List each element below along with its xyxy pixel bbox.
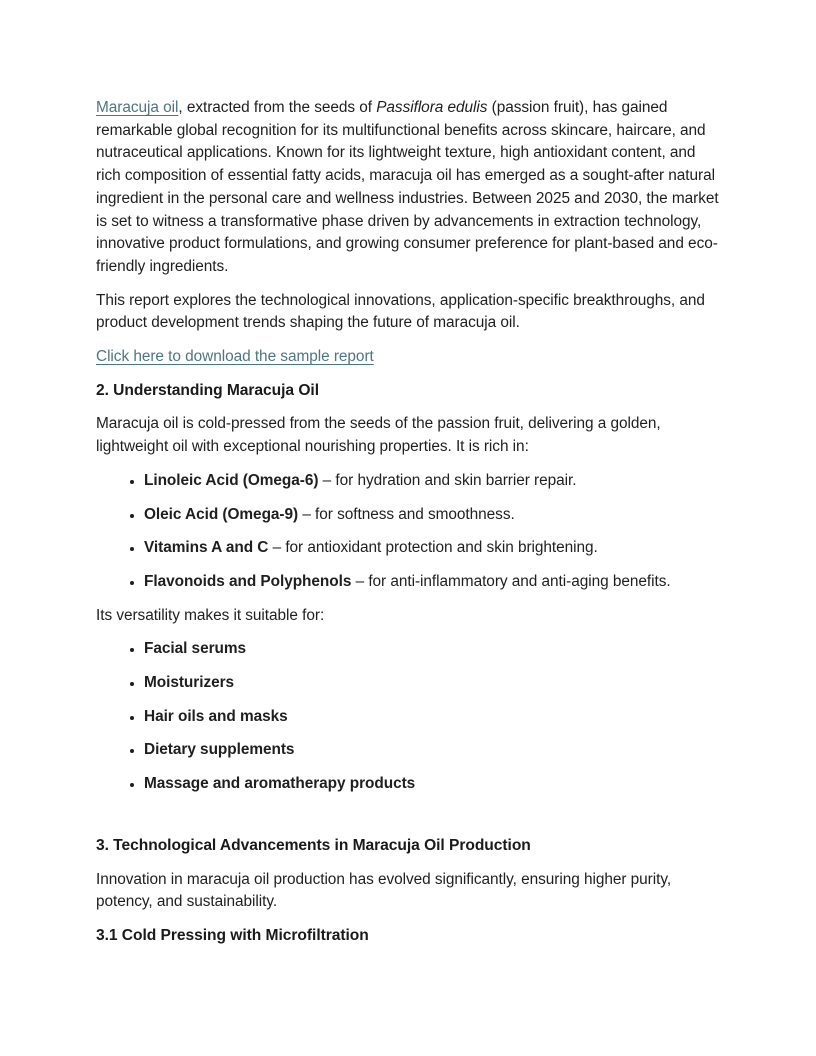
application-name: Dietary supplements <box>144 741 295 759</box>
application-name: Facial serums <box>144 640 247 658</box>
list-item <box>144 672 720 695</box>
list-item <box>144 706 720 729</box>
download-link-paragraph <box>96 346 720 369</box>
maracuja-oil-link[interactable]: Maracuja oil <box>96 99 179 116</box>
intro-rest: (passion fruit), has gained remarkable global recognition for its multifunctional benefits across skincare, haircare, and nutraceutical applications. Known for its lightweight texture, high antioxidant content, and rich composition of essential fatty acids, maracuja oil has emerged as a sought-after natural ingredient in the personal care and wellness industries. Between 2025 and 2030, the market is set to witness a transformative phase driven by advancements in extraction technology, innovative product formulations, and growing consumer preference for plant-based and eco-friendly ingredients. <box>96 99 719 275</box>
component-name: Flavonoids and Polyphenols <box>144 572 352 590</box>
list-item <box>144 571 720 594</box>
oil-components-list <box>96 470 720 594</box>
sample-report-download-link[interactable]: Click here to download the sample report <box>96 348 374 366</box>
intro-after-link: , extracted from the seeds of <box>178 99 377 116</box>
application-name: Massage and aromatherapy products <box>144 775 416 793</box>
component-description: – for softness and smoothness. <box>298 505 515 523</box>
section-2-heading: 2. Understanding Maracuja Oil <box>96 381 319 399</box>
versatility-intro-paragraph: Its versatility makes it suitable for: <box>96 606 325 624</box>
component-description: – for hydration and skin barrier repair. <box>318 471 577 489</box>
list-item <box>144 537 720 560</box>
section-3-1-heading: 3.1 Cold Pressing with Microfiltration <box>96 926 369 944</box>
section-3-intro-paragraph: Innovation in maracuja oil production has evolved significantly, ensuring higher purity, potency, and sustainability. <box>96 870 672 911</box>
component-description: – for antioxidant protection and skin brightening. <box>268 539 598 557</box>
list-item <box>144 739 720 762</box>
application-name: Moisturizers <box>144 674 235 692</box>
applications-list <box>96 638 720 796</box>
section-2-intro-paragraph: Maracuja oil is cold-pressed from the seeds of the passion fruit, delivering a golden, lightweight oil with exceptional nourishing properties. It is rich in: <box>96 415 661 456</box>
component-description: – for anti-inflammatory and anti-aging benefits. <box>351 572 671 590</box>
report-scope-paragraph: This report explores the technological innovations, application-specific breakthroughs, and product development trends shaping the future of maracuja oil. <box>96 291 705 332</box>
list-item <box>144 638 720 661</box>
list-item <box>144 773 720 796</box>
component-name: Linoleic Acid (Omega-6) <box>144 471 319 489</box>
list-item <box>144 504 720 527</box>
component-name: Oleic Acid (Omega-9) <box>144 505 299 523</box>
section-3-heading: 3. Technological Advancements in Maracuja Oil Production <box>96 836 531 854</box>
application-name: Hair oils and masks <box>144 707 288 725</box>
intro-paragraph <box>96 97 720 279</box>
empty-paragraph-spacer <box>96 807 720 835</box>
list-item <box>144 470 720 493</box>
species-name-italic: Passiflora edulis <box>376 99 488 116</box>
component-name: Vitamins A and C <box>144 539 269 557</box>
